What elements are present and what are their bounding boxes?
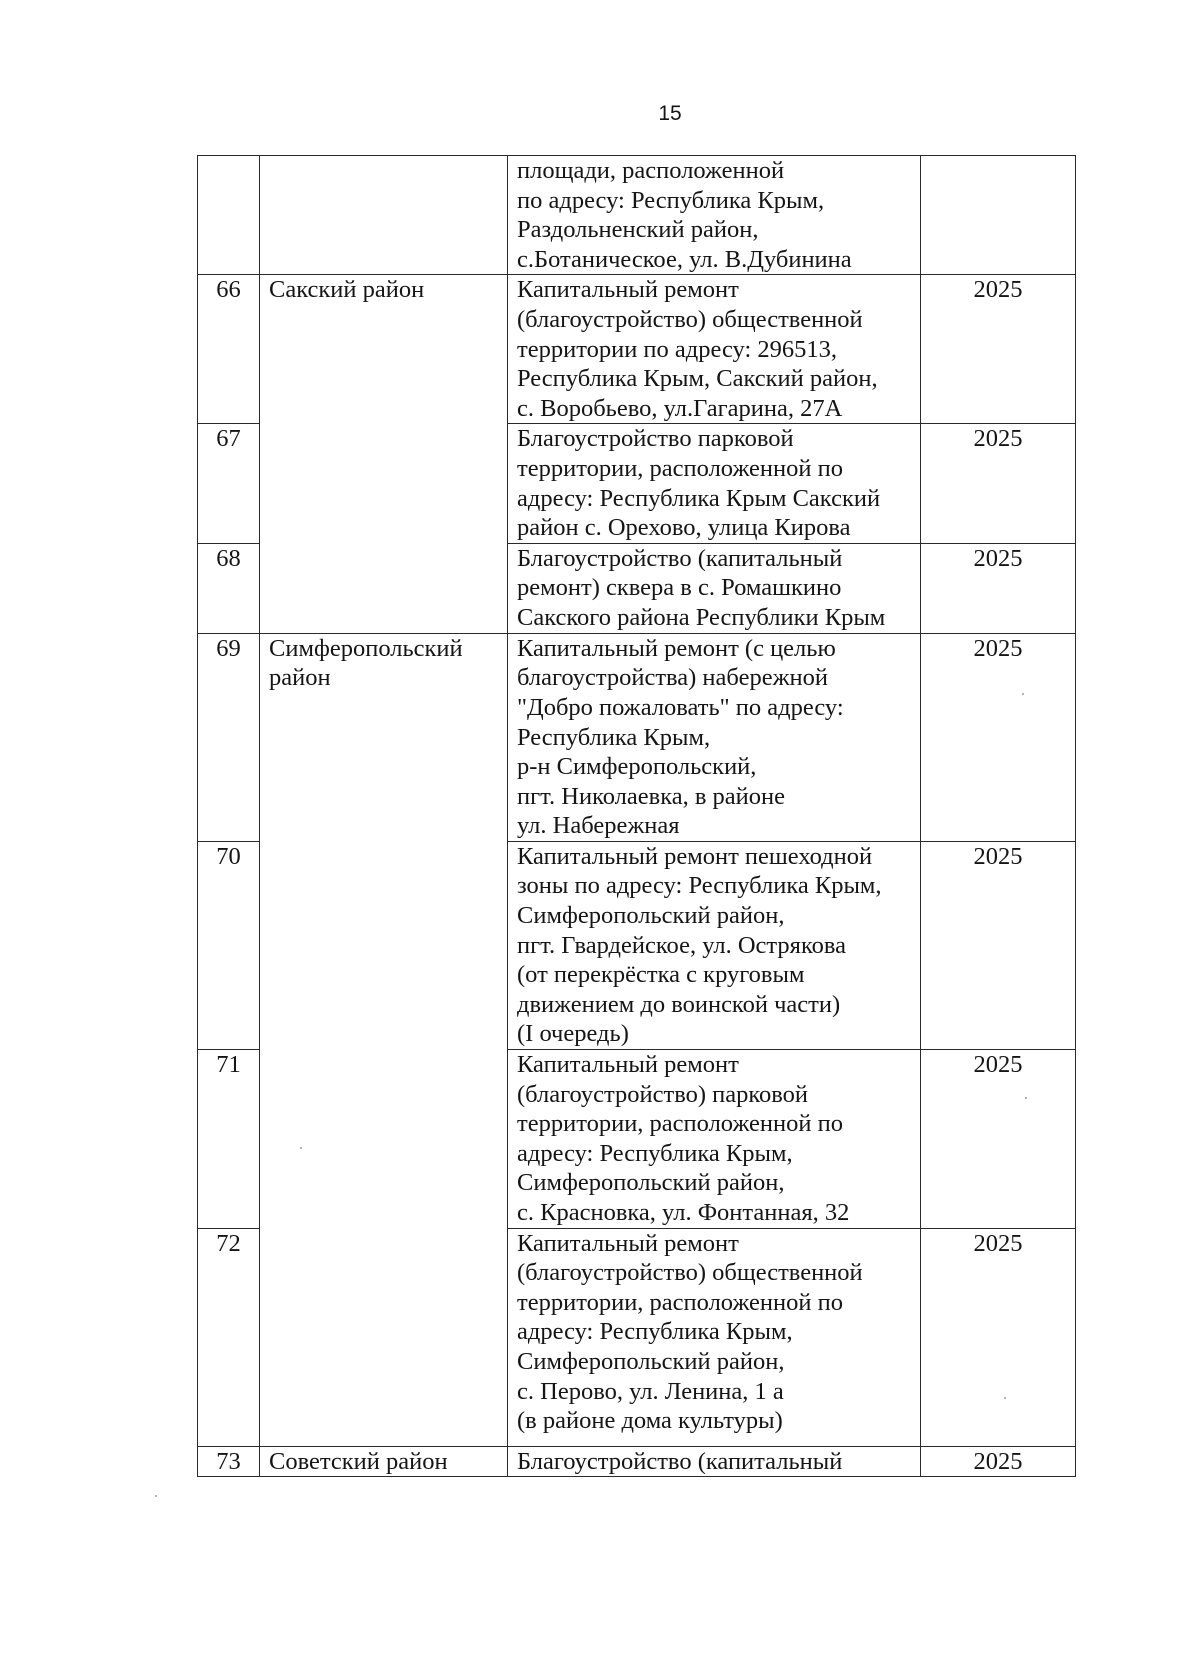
scan-speck (1025, 1097, 1027, 1099)
description-cell: площади, расположенной по адресу: Республика Крым, Раздольненский район, с.Ботаническое, ул. В.Дубинина (508, 156, 921, 275)
district-cell (260, 156, 508, 275)
description-cell: Благоустройство (капитальный ремонт) сквера в с. Ромашкино Сакского района Республики Крым (508, 543, 921, 633)
district-cell: Симферопольский район (260, 633, 508, 1446)
scan-speck (155, 1495, 157, 1497)
table-row (198, 156, 1076, 275)
year-cell (921, 156, 1076, 275)
table-row (198, 275, 1076, 424)
row-number: 69 (198, 633, 260, 841)
district-cell: Советский район (260, 1446, 508, 1477)
year-cell: 2025 (921, 1050, 1076, 1229)
page-number: 15 (658, 102, 682, 125)
row-number: 72 (198, 1228, 260, 1446)
year-cell: 2025 (921, 275, 1076, 424)
row-number: 70 (198, 841, 260, 1049)
year-cell: 2025 (921, 424, 1076, 543)
row-number: 67 (198, 424, 260, 543)
description-cell: Капитальный ремонт (благоустройство) парковой территории, расположенной по адресу: Республика Крым, Симферопольский район, с. Красновка, ул. Фонтанная, 32 (508, 1050, 921, 1229)
row-number (198, 156, 260, 275)
year-cell: 2025 (921, 1446, 1076, 1477)
description-cell: Капитальный ремонт (благоустройство) общественной территории, расположенной по адресу: Республика Крым, Симферопольский район, с. Перово, ул. Ленина, 1 а (в районе дома культуры) (508, 1228, 921, 1446)
row-number: 73 (198, 1446, 260, 1477)
table-row (198, 1446, 1076, 1477)
district-cell: Сакский район (260, 275, 508, 633)
registry-table (197, 155, 1076, 1477)
description-cell: Капитальный ремонт (с целью благоустройства) набережной "Добро пожаловать" по адресу: Республика Крым, р-н Симферопольский, пгт. Николаевка, в районе ул. Набережная (508, 633, 921, 841)
description-cell: Благоустройство (капитальный (508, 1446, 921, 1477)
description-cell: Капитальный ремонт пешеходной зоны по адресу: Республика Крым, Симферопольский район, пгт. Гвардейское, ул. Острякова (от перекрёстка с круговым движением до воинской части) (I очередь) (508, 841, 921, 1049)
description-cell: Капитальный ремонт (благоустройство) общественной территории по адресу: 296513, Республика Крым, Сакский район, с. Воробьево, ул.Гагарина, 27А (508, 275, 921, 424)
description-cell: Благоустройство парковой территории, расположенной по адресу: Республика Крым Сакский район с. Орехово, улица Кирова (508, 424, 921, 543)
year-cell: 2025 (921, 841, 1076, 1049)
year-cell: 2025 (921, 633, 1076, 841)
year-cell: 2025 (921, 543, 1076, 633)
year-cell: 2025 (921, 1228, 1076, 1446)
scan-speck (300, 1147, 302, 1149)
scan-speck (1004, 1397, 1006, 1399)
table-row (198, 633, 1076, 841)
row-number: 71 (198, 1050, 260, 1229)
row-number: 68 (198, 543, 260, 633)
scan-speck (1022, 693, 1024, 695)
row-number: 66 (198, 275, 260, 424)
